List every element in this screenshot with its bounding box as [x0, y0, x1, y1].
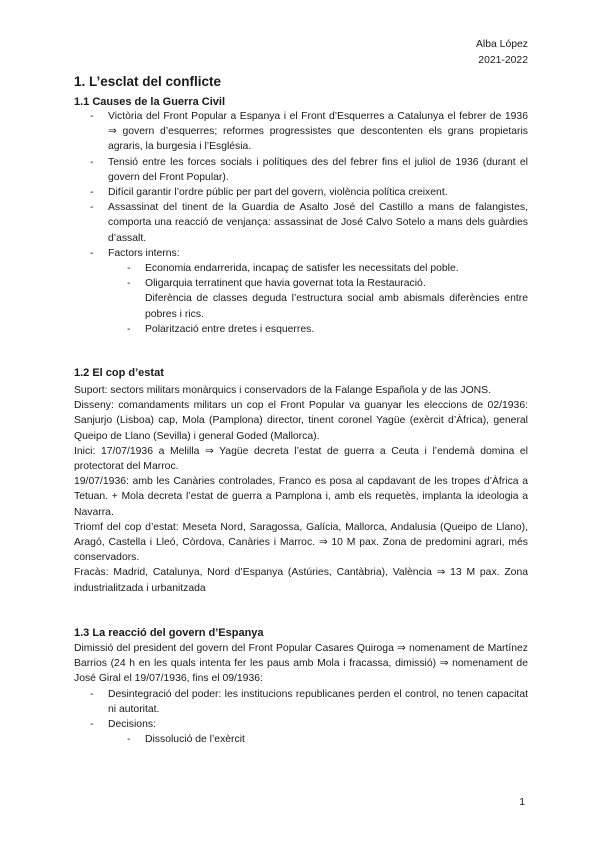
document-title: 1. L’esclat del conflicte	[74, 74, 222, 89]
list-item: - Victòria del Front Popular a Espanya i el Front d’Esquerres a Catalunya el febrer de 1936 ⇒ govern d’esquerres; reformes progressistes que descontenten els grans propietaris agraris, la burgesia i l’Església.	[74, 109, 528, 155]
sublist-item: - Dissolució de l’exèrcit	[108, 732, 528, 747]
section-coup-body	[74, 383, 528, 596]
paragraph-start: Inici: 17/07/1936 a Melilla ⇒ Yagüe decreta l’estat de guerra a Ceuta i l’endemà domina el protectorat del Marroc.	[74, 445, 528, 473]
sublist-item: - Polarització entre dretes i esquerres.	[108, 322, 528, 337]
list-item-label: Factors interns:	[108, 247, 180, 259]
paragraph-july-19: 19/07/1936: amb les Canàries controlades, Franco es posa al capdavant de les tropes d’Àfrica a Tetuan. + Mola decreta l’estat de guerra a Pamplona i, amb els requetès, implanta la ideologia a Navarra.	[74, 476, 528, 518]
header-year: 2021-2022	[478, 55, 528, 66]
list-item-label: Decisions:	[108, 719, 156, 731]
paragraph-resignation: Dimissió del president del govern del Front Popular Casares Quiroga ⇒ nomenament de Martínez Barrios (24 h en les quals intenta fer les paus amb Mola i fracassa, dimissió) ⇒ nomenament de José Giral el 19/07/1936, fins el 09/1936:	[74, 643, 528, 685]
section-causes-body	[74, 109, 528, 337]
paragraph-support: Suport: sectors militars monàrquics i conservadors de la Falange Española y de las JONS.	[74, 385, 491, 396]
section-heading-causes: 1.1 Causes de la Guerra Civil	[74, 96, 226, 108]
list-item-decisions	[74, 717, 528, 747]
section-reaction-body	[74, 641, 528, 747]
paragraph-failure: Fracàs: Madrid, Catalunya, Nord d’Espanya (Astúries, Cantàbria), València ⇒ 13 M pax. Zona industrialitzada i urbanitzada	[74, 567, 528, 594]
paragraph-triumph: Triomf del cop d’estat: Meseta Nord, Saragossa, Galícia, Mallorca, Andalusia (Queipo de Llano), Aragó, Castella i Lleó, Còrdova, Canàries i Marroc. ⇒ 10 M pax. Zona de predomini agrari, més conservadors.	[74, 521, 528, 564]
list-item: - Difícil garantir l’ordre públic per part del govern, violència política creixent.	[74, 185, 528, 200]
causes-list	[74, 109, 528, 337]
page-number: 1	[519, 797, 525, 808]
list-item: - Desintegració del poder: les institucions republicanes perden el control, no tenen capacitat ni autoritat.	[74, 687, 528, 717]
list-item-factors	[74, 246, 528, 337]
decisions-sublist	[108, 732, 528, 747]
sublist-item: - Oligarquia terratinent que havia governat tota la Restauració.	[108, 276, 528, 291]
sublist-item: - Economia endarrerida, incapaç de satisfer les necessitats del poble.	[108, 261, 528, 276]
reaction-list	[74, 687, 528, 748]
section-heading-coup: 1.2 El cop d’estat	[74, 367, 164, 379]
list-item: - Tensió entre les forces socials i polítiques des del febrer fins el juliol de 1936 (durant el govern del Front Popular).	[74, 155, 528, 185]
list-item: - Assassinat del tinent de la Guardia de Asalto José del Castillo a mans de falangistes, comporta una reacció de venjança: assassinat de José Calvo Sotelo a mans dels guàrdies d’assalt.	[74, 200, 528, 246]
paragraph-design: Disseny: comandaments militars un cop el Front Popular va guanyar les eleccions de 02/1936: Sanjurjo (Lisboa) cap, Mola (Pamplona) director, tinent coronel Yagüe (exèrcit d’Àfrica), general Queipo de Llano (Sevilla) i general Goded (Mallorca).	[74, 400, 528, 442]
section-heading-reaction: 1.3 La reacció del govern d’Espanya	[74, 627, 264, 639]
sublist-item: Diferència de classes deguda l’estructura social amb abismals diferències entre pobres i rics.	[145, 293, 528, 320]
header-author: Alba López	[476, 39, 528, 50]
factors-sublist	[108, 261, 528, 337]
